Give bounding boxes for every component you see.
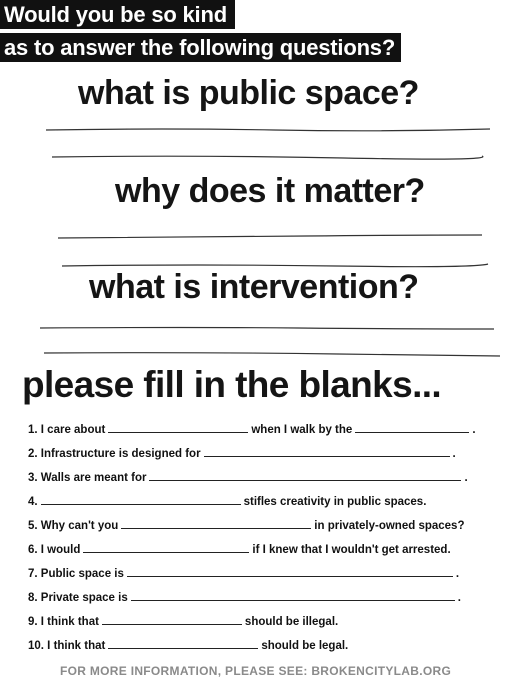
list-item bbox=[28, 518, 464, 532]
item-text: if I knew that I wouldn't get arrested. bbox=[252, 544, 451, 556]
list-item bbox=[28, 590, 461, 604]
item-text: 9. I think that bbox=[28, 616, 99, 628]
question-public-space: what is public space? bbox=[78, 74, 419, 112]
list-item bbox=[28, 566, 459, 580]
item-text: 6. I would bbox=[28, 544, 81, 556]
blank-field[interactable] bbox=[83, 542, 249, 553]
list-item bbox=[28, 446, 456, 460]
list-item bbox=[28, 470, 468, 484]
header-line-1: Would you be so kind bbox=[0, 0, 235, 29]
question-intervention: what is intervention? bbox=[89, 268, 419, 306]
answer-line[interactable] bbox=[38, 322, 508, 362]
blank-field[interactable] bbox=[131, 590, 455, 601]
item-text: 8. Private space is bbox=[28, 592, 128, 604]
item-text: 4. bbox=[28, 496, 38, 508]
item-text: 2. Infrastructure is designed for bbox=[28, 448, 201, 460]
blank-field[interactable] bbox=[149, 470, 461, 481]
item-text: in privately-owned spaces? bbox=[314, 520, 465, 532]
blank-field[interactable] bbox=[108, 638, 258, 649]
item-text: . bbox=[464, 472, 468, 484]
blank-field[interactable] bbox=[127, 566, 453, 577]
blank-field[interactable] bbox=[102, 614, 242, 625]
question-why-matter: why does it matter? bbox=[115, 172, 425, 210]
footer-info: FOR MORE INFORMATION, PLEASE SEE: BROKENCITYLAB.ORG bbox=[60, 664, 452, 678]
blank-field[interactable] bbox=[41, 494, 241, 505]
item-text: 3. Walls are meant for bbox=[28, 472, 147, 484]
answer-line[interactable] bbox=[44, 124, 494, 168]
list-item bbox=[28, 638, 348, 652]
fill-in-heading: please fill in the blanks... bbox=[22, 364, 442, 405]
item-text: should be illegal. bbox=[244, 616, 339, 628]
item-text: . bbox=[457, 592, 461, 604]
item-text: 1. I care about bbox=[28, 424, 106, 436]
blank-field[interactable] bbox=[121, 518, 311, 529]
item-text: stifles creativity in public spaces. bbox=[243, 496, 427, 508]
blank-field[interactable] bbox=[108, 422, 248, 433]
item-text: . bbox=[455, 568, 460, 580]
list-item bbox=[28, 614, 338, 628]
list-item bbox=[28, 542, 451, 556]
item-text: . bbox=[452, 448, 456, 460]
item-text: . bbox=[472, 424, 476, 436]
item-text: 7. Public space is bbox=[28, 568, 124, 580]
item-text: should be legal. bbox=[261, 640, 349, 652]
blank-field[interactable] bbox=[204, 446, 450, 457]
blank-field[interactable] bbox=[355, 422, 469, 433]
item-text: 5. Why can't you bbox=[28, 520, 119, 532]
list-item bbox=[28, 494, 426, 508]
list-item bbox=[28, 422, 476, 436]
item-text: 10. I think that bbox=[28, 640, 106, 652]
header-line-2: as to answer the following questions? bbox=[0, 33, 401, 62]
item-text: when I walk by the bbox=[251, 424, 353, 436]
